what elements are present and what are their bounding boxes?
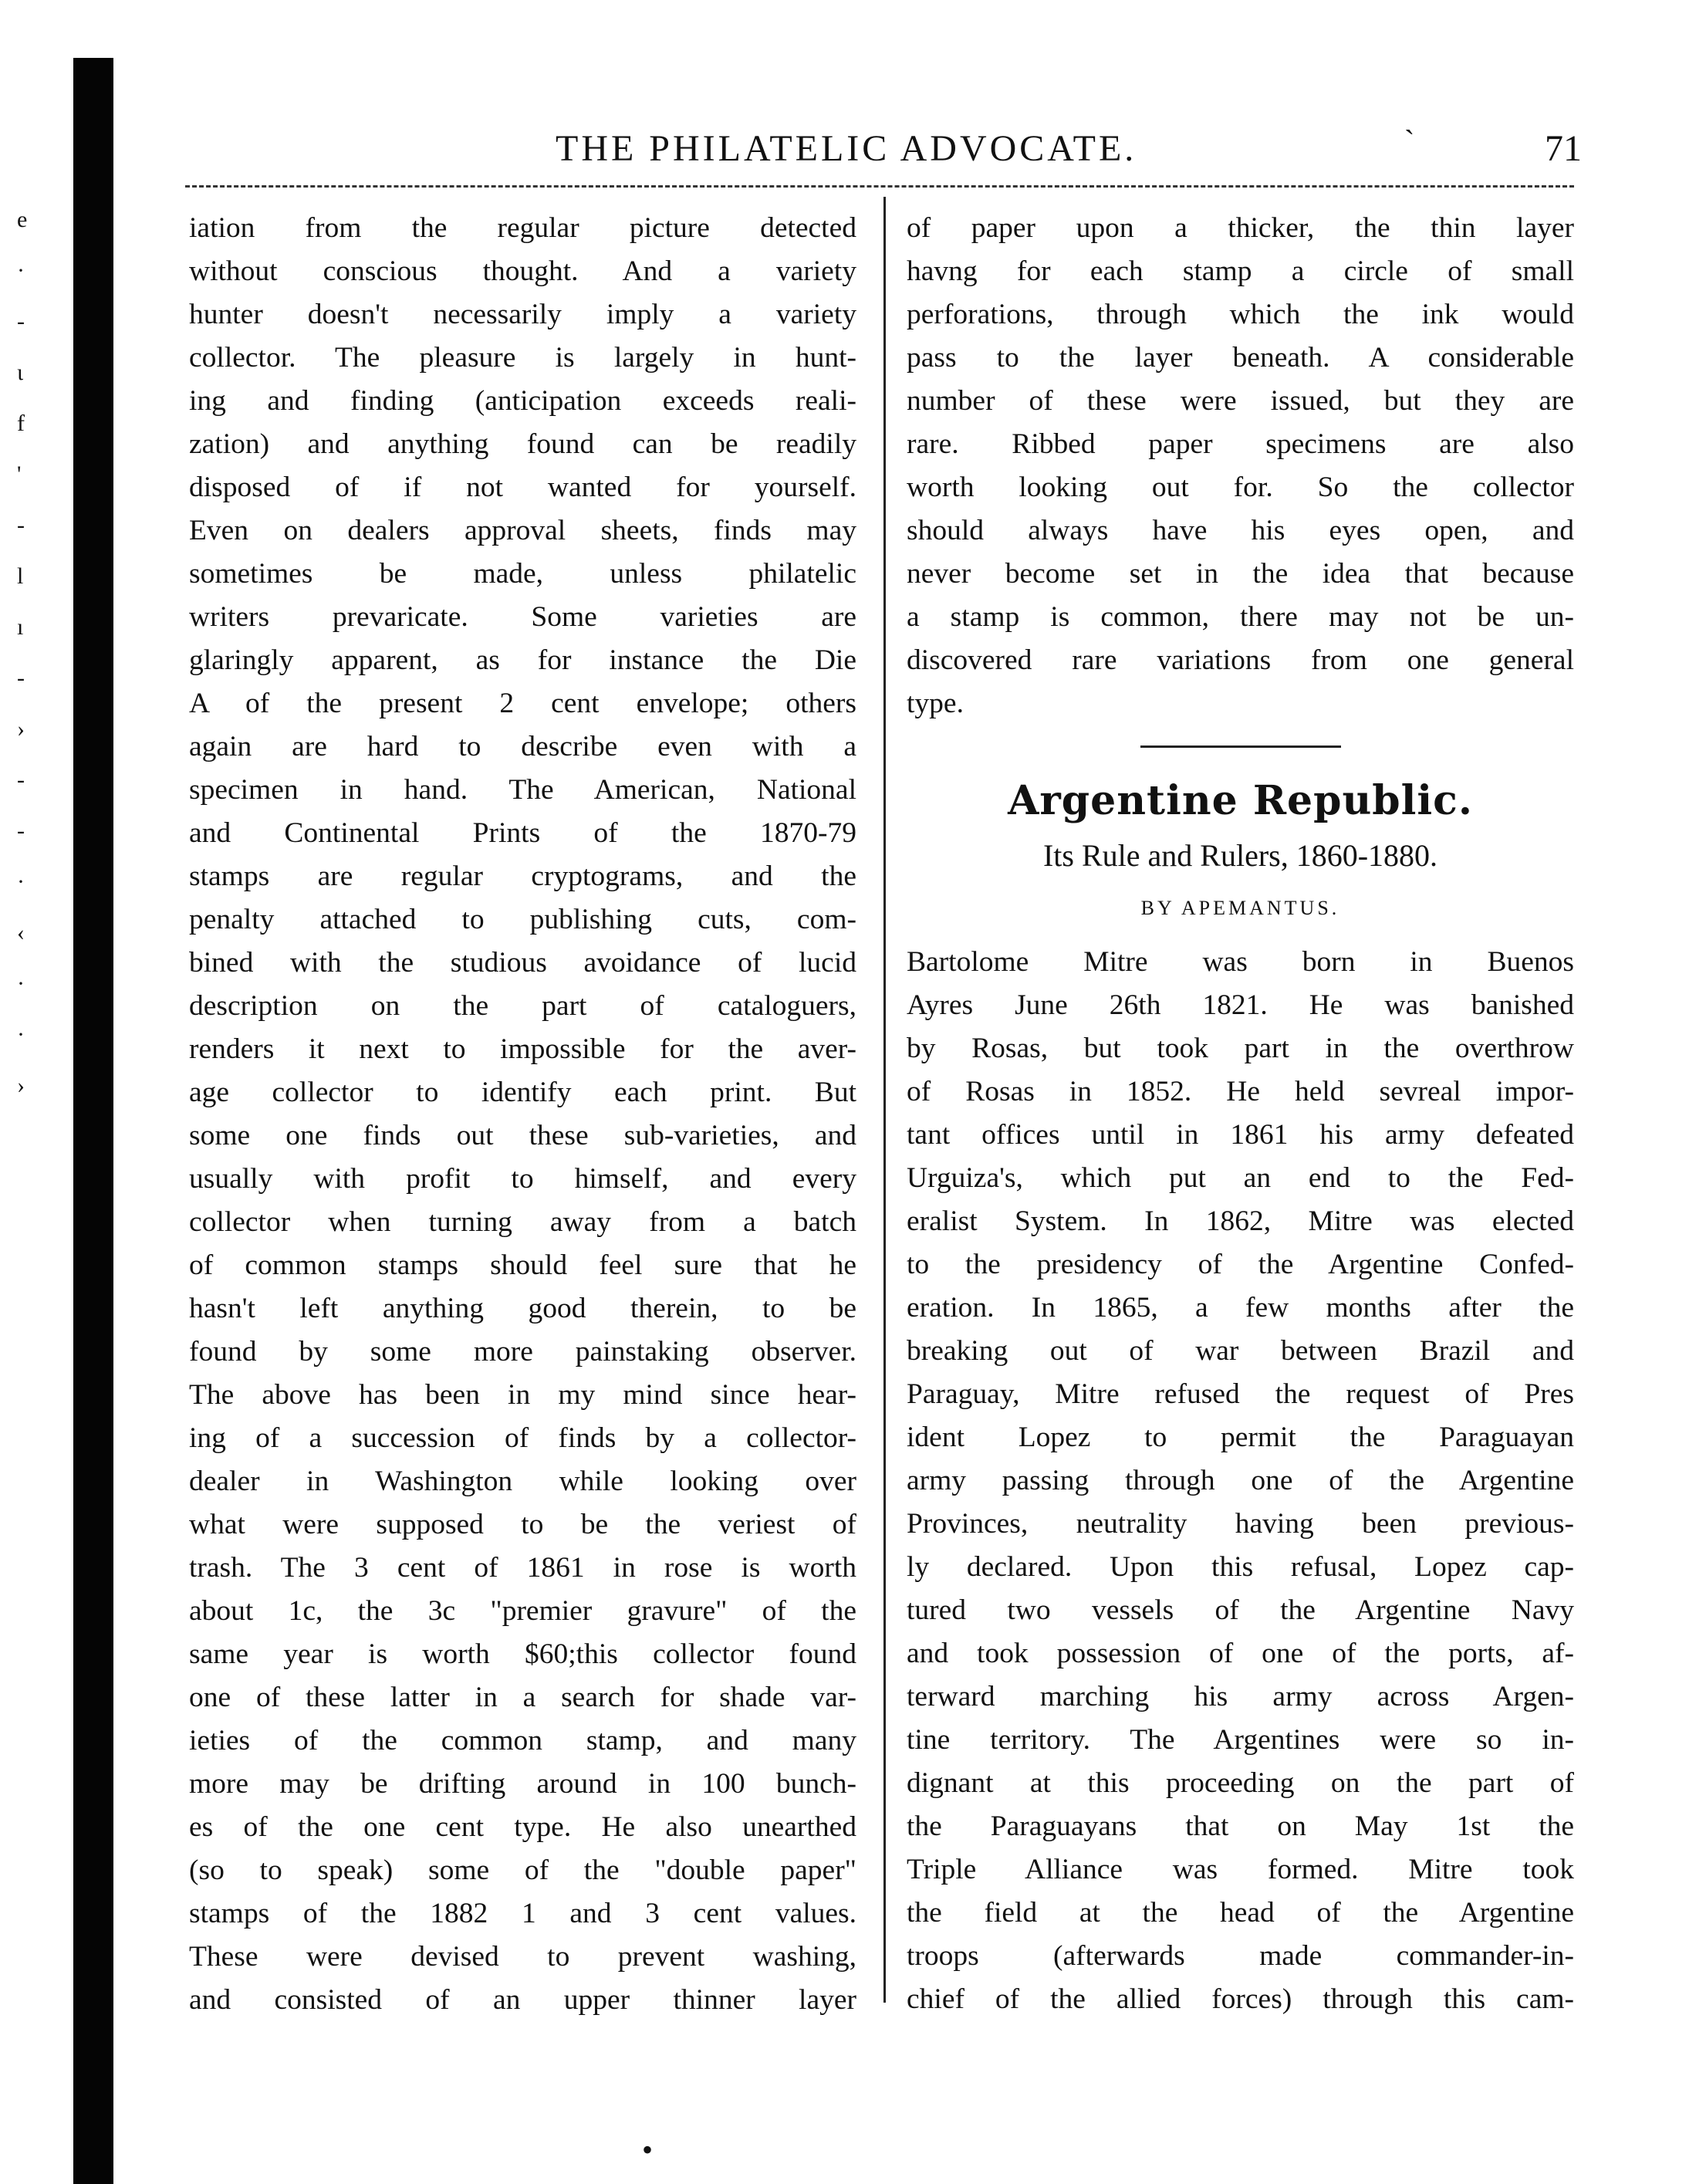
margin-mark: e <box>17 207 28 232</box>
text-line: sometimes be made, unless philatelic <box>189 558 856 590</box>
text-line: renders it next to impossible for the aver- <box>189 1033 856 1065</box>
text-line: number of these were issued, but they are <box>907 385 1574 417</box>
text-line: ieties of the common stamp, and many <box>189 1725 856 1756</box>
text-line: collector when turning away from a batch <box>189 1206 856 1238</box>
text-line: iation from the regular picture detected <box>189 212 856 244</box>
text-line: never become set in the idea that because <box>907 558 1574 590</box>
text-line: ing and finding (anticipation exceeds reali- <box>189 385 856 417</box>
page-number: 71 <box>1545 128 1582 169</box>
text-line: and took possession of one of the ports, af- <box>907 1638 1574 1669</box>
article-title: Argentine Republic. <box>1008 777 1473 824</box>
text-line: The above has been in my mind since hear- <box>189 1379 856 1411</box>
text-line: type. <box>907 688 964 719</box>
margin-mark: › <box>17 716 25 742</box>
text-line: again are hard to describe even with a <box>189 731 856 762</box>
text-line: Ayres June 26th 1821. He was banished <box>907 989 1574 1021</box>
text-line: perforations, through which the ink would <box>907 299 1574 330</box>
text-line: eralist System. In 1862, Mitre was elected <box>907 1205 1574 1237</box>
text-line: to the presidency of the Argentine Confed- <box>907 1249 1574 1280</box>
text-line: the field at the head of the Argentine <box>907 1897 1574 1929</box>
text-line: ing of a succession of finds by a collector- <box>189 1422 856 1454</box>
text-line: army passing through one of the Argentine <box>907 1465 1574 1496</box>
text-line: without conscious thought. And a variety <box>189 255 856 287</box>
text-line: usually with profit to himself, and every <box>189 1163 856 1195</box>
margin-mark: · <box>17 971 25 996</box>
margin-mark: ι <box>17 360 24 385</box>
header-rule <box>185 185 1574 188</box>
margin-mark: · <box>17 1022 25 1047</box>
tick-mark: ` <box>1404 123 1415 158</box>
column-divider <box>883 197 886 2003</box>
text-line: rare. Ribbed paper specimens are also <box>907 428 1574 460</box>
article-byline: BY APEMANTUS. <box>1140 897 1340 919</box>
left-column <box>189 207 856 2022</box>
text-line: Triple Alliance was formed. Mitre took <box>907 1854 1574 1885</box>
text-line: specimen in hand. The American, National <box>189 774 856 806</box>
text-line: age collector to identify each print. But <box>189 1077 856 1108</box>
text-line: the Paraguayans that on May 1st the <box>907 1810 1574 1842</box>
text-line: found by some more painstaking observer. <box>189 1336 856 1368</box>
margin-mark: f <box>17 411 25 436</box>
footer-dot: • <box>642 2132 654 2167</box>
text-line: terward marching his army across Argen- <box>907 1681 1574 1712</box>
text-line: stamps are regular cryptograms, and the <box>189 860 856 892</box>
text-line: dignant at this proceeding on the part of <box>907 1767 1574 1799</box>
text-line: chief of the allied forces) through this cam- <box>907 1983 1574 2015</box>
text-line: hasn't left anything good therein, to be <box>189 1293 856 1324</box>
margin-mark: l <box>17 563 24 589</box>
text-line: penalty attached to publishing cuts, com- <box>189 904 856 935</box>
margin-mark: ' <box>17 461 22 487</box>
text-line: description on the part of cataloguers, <box>189 990 856 1022</box>
text-line: Urguiza's, which put an end to the Fed- <box>907 1162 1574 1194</box>
margin-mark: - <box>17 767 25 793</box>
text-line: breaking out of war between Brazil and <box>907 1335 1574 1367</box>
binding-edge <box>73 58 113 2184</box>
text-line: and consisted of an upper thinner layer <box>189 1984 856 2016</box>
text-line: what were supposed to be the veriest of <box>189 1509 856 1540</box>
text-line: writers prevaricate. Some varieties are <box>189 601 856 633</box>
margin-mark: - <box>17 512 25 538</box>
margin-marks <box>0 208 62 1212</box>
margin-mark: › <box>17 1073 25 1098</box>
margin-mark: - <box>17 665 25 691</box>
text-line: a stamp is common, there may not be un- <box>907 601 1574 633</box>
text-line: trash. The 3 cent of 1861 in rose is worth <box>189 1552 856 1584</box>
text-line: ident Lopez to permit the Paraguayan <box>907 1422 1574 1453</box>
text-line: Provinces, neutrality having been previous- <box>907 1508 1574 1540</box>
text-line: about 1c, the 3c "premier gravure" of the <box>189 1595 856 1627</box>
text-line: ly declared. Upon this refusal, Lopez cap- <box>907 1551 1574 1583</box>
page-header <box>177 123 1582 174</box>
text-line: dealer in Washington while looking over <box>189 1466 856 1497</box>
text-line: collector. The pleasure is largely in hunt- <box>189 342 856 374</box>
text-line: of paper upon a thicker, the thin layer <box>907 212 1574 244</box>
text-line: eration. In 1865, a few months after the <box>907 1292 1574 1324</box>
text-line: disposed of if not wanted for yourself. <box>189 472 856 503</box>
text-line: pass to the layer beneath. A considerable <box>907 342 1574 374</box>
text-line: tine territory. The Argentines were so in- <box>907 1724 1574 1756</box>
text-line: and Continental Prints of the 1870-79 <box>189 817 856 849</box>
text-line: of common stamps should feel sure that he <box>189 1249 856 1281</box>
text-line: Paraguay, Mitre refused the request of Pres <box>907 1378 1574 1410</box>
margin-mark: ‹ <box>17 920 25 945</box>
text-line: discovered rare variations from one general <box>907 644 1574 676</box>
text-line: havng for each stamp a circle of small <box>907 255 1574 287</box>
article-body <box>907 941 1574 2021</box>
text-line: Even on dealers approval sheets, finds may <box>189 515 856 546</box>
intro-text <box>907 207 1574 725</box>
text-line: zation) and anything found can be readily <box>189 428 856 460</box>
text-line: one of these latter in a search for shade var- <box>189 1682 856 1713</box>
text-line: by Rosas, but took part in the overthrow <box>907 1033 1574 1064</box>
text-line: A of the present 2 cent envelope; others <box>189 688 856 719</box>
margin-mark: · <box>17 869 25 894</box>
text-line: (so to speak) some of the "double paper" <box>189 1854 856 1886</box>
text-line: some one finds out these sub-varieties, and <box>189 1120 856 1151</box>
margin-mark: · <box>17 258 25 283</box>
section-rule <box>1140 745 1341 748</box>
text-line: Bartolome Mitre was born in Buenos <box>907 946 1574 978</box>
text-line: worth looking out for. So the collector <box>907 472 1574 503</box>
text-line: same year is worth $60;this collector found <box>189 1638 856 1670</box>
text-line: hunter doesn't necessarily imply a variety <box>189 299 856 330</box>
text-line: tured two vessels of the Argentine Navy <box>907 1594 1574 1626</box>
text-line: of Rosas in 1852. He held sevreal impor- <box>907 1076 1574 1107</box>
margin-mark: - <box>17 818 25 844</box>
text-line: should always have his eyes open, and <box>907 515 1574 546</box>
running-title: THE PHILATELIC ADVOCATE. <box>556 128 1137 169</box>
text-line: bined with the studious avoidance of lucid <box>189 947 856 979</box>
text-line: glaringly apparent, as for instance the Die <box>189 644 856 676</box>
text-line: more may be drifting around in 100 bunch- <box>189 1768 856 1800</box>
text-line: tant offices until in 1861 his army defeated <box>907 1119 1574 1151</box>
margin-mark: ı <box>17 614 24 640</box>
text-line: troops (afterwards made commander-in- <box>907 1940 1574 1972</box>
margin-mark: - <box>17 309 25 334</box>
article-subtitle: Its Rule and Rulers, 1860-1880. <box>1042 838 1438 873</box>
text-line: These were devised to prevent washing, <box>189 1941 856 1973</box>
right-column <box>907 207 1574 2021</box>
text-line: stamps of the 1882 1 and 3 cent values. <box>189 1898 856 1929</box>
text-line: es of the one cent type. He also unearthed <box>189 1811 856 1843</box>
